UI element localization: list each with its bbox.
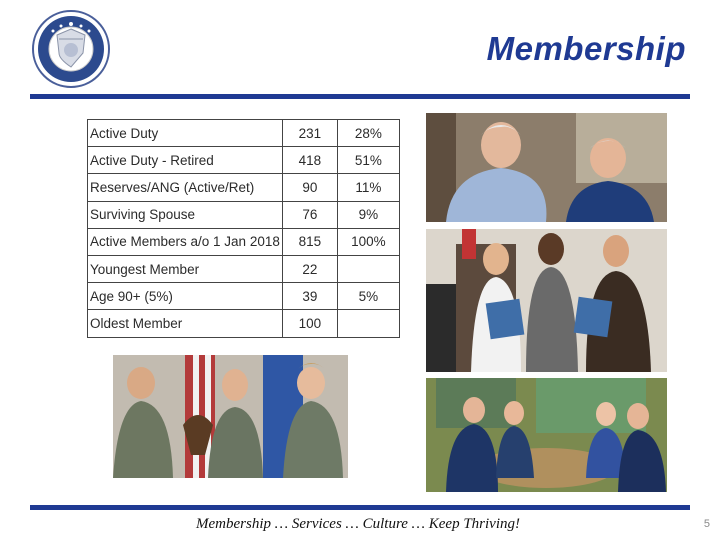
row-count: 231	[282, 120, 337, 147]
row-percent: 100%	[337, 228, 399, 255]
row-label: Age 90+ (5%)	[88, 283, 283, 310]
row-count: 22	[282, 255, 337, 282]
row-label: Active Members a/o 1 Jan 2018	[88, 228, 283, 255]
table-row	[88, 255, 400, 282]
photo-military-award	[113, 355, 348, 478]
row-label: Oldest Member	[88, 310, 283, 337]
row-percent	[337, 255, 399, 282]
row-count: 39	[282, 283, 337, 310]
photo-two-members	[426, 113, 667, 222]
photo-award-presentation	[426, 229, 667, 372]
row-percent: 9%	[337, 201, 399, 228]
membership-stats-table	[87, 119, 400, 338]
row-count: 76	[282, 201, 337, 228]
footer-text: Membership … Services … Culture … Keep Thriving!	[196, 516, 520, 532]
table-row	[88, 147, 400, 174]
table-row	[88, 310, 400, 337]
header-divider	[30, 94, 690, 99]
table-row	[88, 201, 400, 228]
row-count: 815	[282, 228, 337, 255]
row-percent: 28%	[337, 120, 399, 147]
row-label: Active Duty	[88, 120, 283, 147]
organization-seal-logo	[31, 9, 111, 89]
page-number: 5	[703, 518, 710, 530]
photo-group-toast	[426, 378, 667, 492]
row-count: 100	[282, 310, 337, 337]
row-label: Active Duty - Retired	[88, 147, 283, 174]
row-percent: 51%	[337, 147, 399, 174]
row-percent: 5%	[337, 283, 399, 310]
table-row	[88, 174, 400, 201]
row-percent: 11%	[337, 174, 399, 201]
footer-slogan	[0, 516, 720, 533]
row-label: Youngest Member	[88, 255, 283, 282]
row-percent	[337, 310, 399, 337]
table-row	[88, 120, 400, 147]
table-row	[88, 228, 400, 255]
slide-title: Membership	[486, 30, 686, 67]
table-row	[88, 283, 400, 310]
row-label: Reserves/ANG (Active/Ret)	[88, 174, 283, 201]
footer-divider	[30, 505, 690, 510]
row-count: 418	[282, 147, 337, 174]
row-count: 90	[282, 174, 337, 201]
row-label: Surviving Spouse	[88, 201, 283, 228]
